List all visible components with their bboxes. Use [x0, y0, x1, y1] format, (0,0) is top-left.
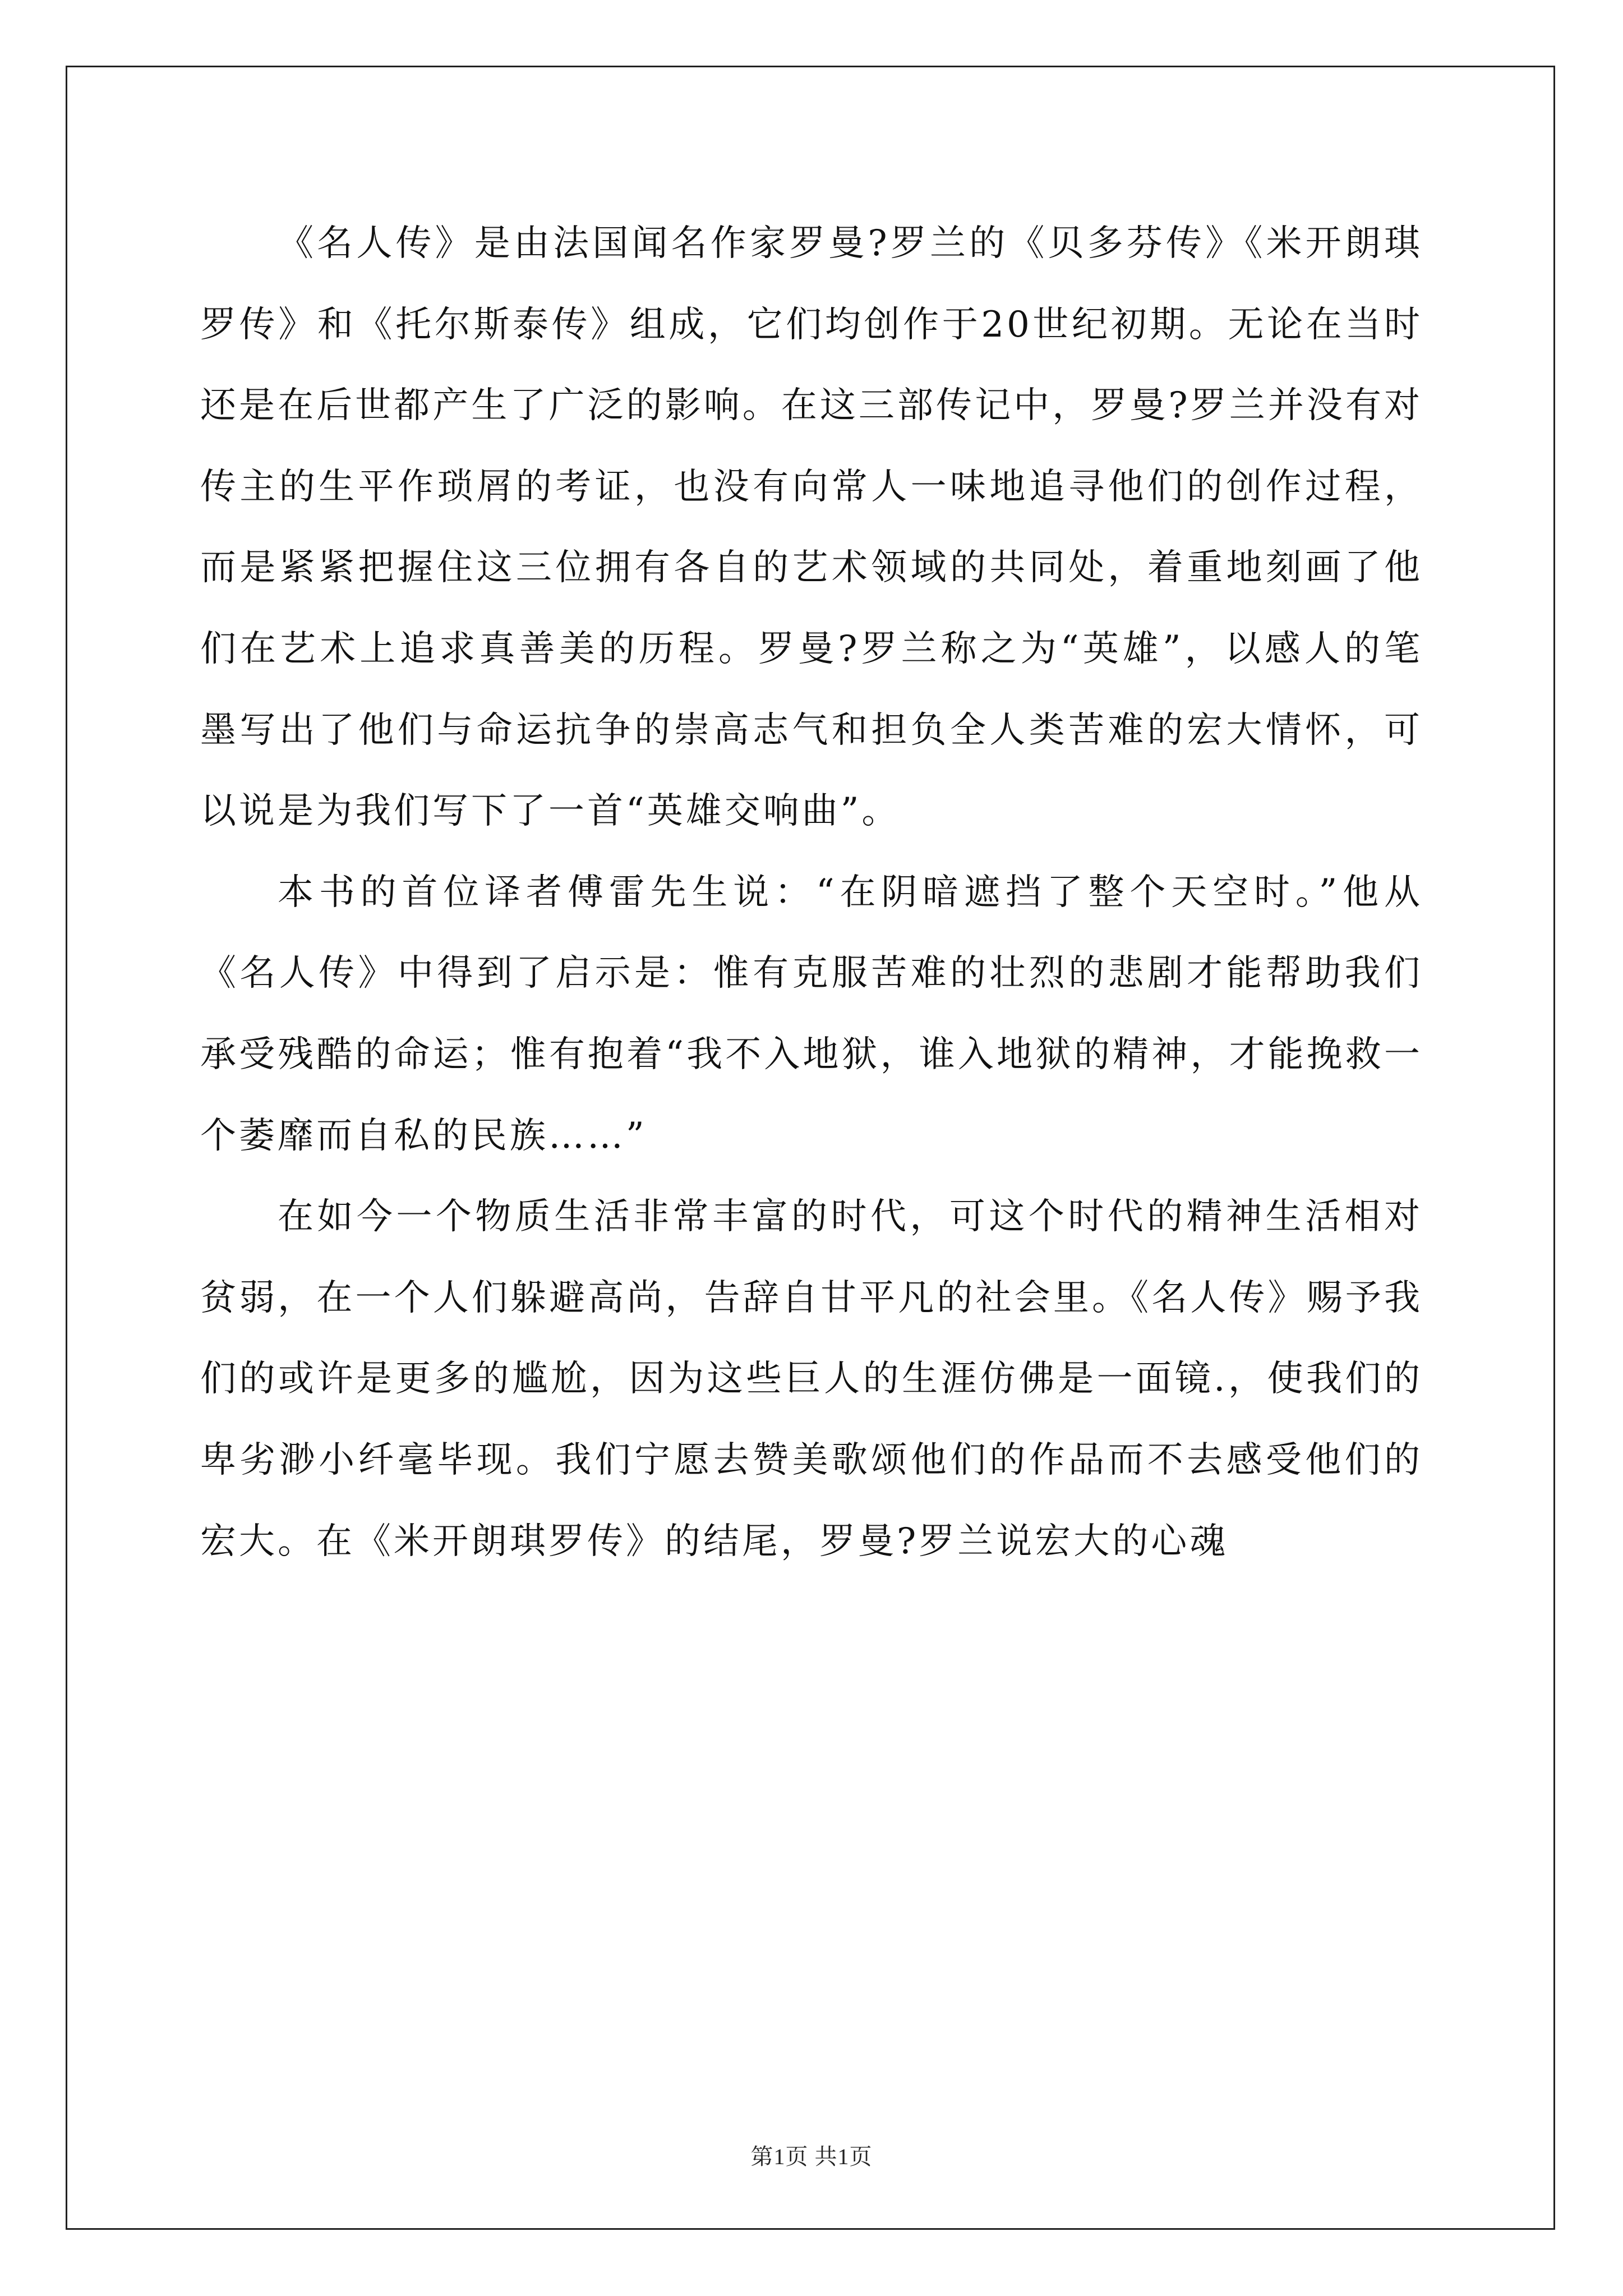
paragraph-3: 在如今一个物质生活非常丰富的时代，可这个时代的精神生活相对贫弱，在一个人们躲避高尚，告辞自甘平凡的社会里。《名人传》赐予我们的或许是更多的尴尬，因为这些巨人的生涯仿佛是一面镜.，使我们的卑劣渺小纤毫毕现。我们宁愿去赞美歌颂他们的作品而不去感受他们的宏大。在《米开朗琪罗传》的结尾，罗曼?罗兰说宏大的心魂 [200, 1196, 1423, 1562]
page-number-footer: 第1页 共1页 [750, 2144, 873, 2169]
paragraph-1: 《名人传》是由法国闻名作家罗曼?罗兰的《贝多芬传》《米开朗琪罗传》和《托尔斯泰传》组成，它们均创作于20世纪初期。无论在当时还是在后世都产生了广泛的影响。在这三部传记中，罗曼?罗兰并没有对传主的生平作琐屑的考证，也没有向常人一味地追寻他们的创作过程，而是紧紧把握住这三位拥有各自的艺术领域的共同处，着重地刻画了他们在艺术上追求真善美的历程。罗曼?罗兰称之为“英雄”，以感人的笔墨写出了他们与命运抗争的崇高志气和担负全人类苦难的宏大情怀，可以说是为我们写下了一首“英雄交响曲”。 [200, 223, 1423, 832]
paragraph-2: 本书的首位译者傅雷先生说：“在阴暗遮挡了整个天空时。”他从《名人传》中得到了启示是：惟有克服苦难的壮烈的悲剧才能帮助我们承受残酷的命运；惟有抱着“我不入地狱，谁入地狱的精神，才能挽救一个萎靡而自私的民族……” [200, 871, 1423, 1157]
document-body [200, 203, 1423, 1582]
